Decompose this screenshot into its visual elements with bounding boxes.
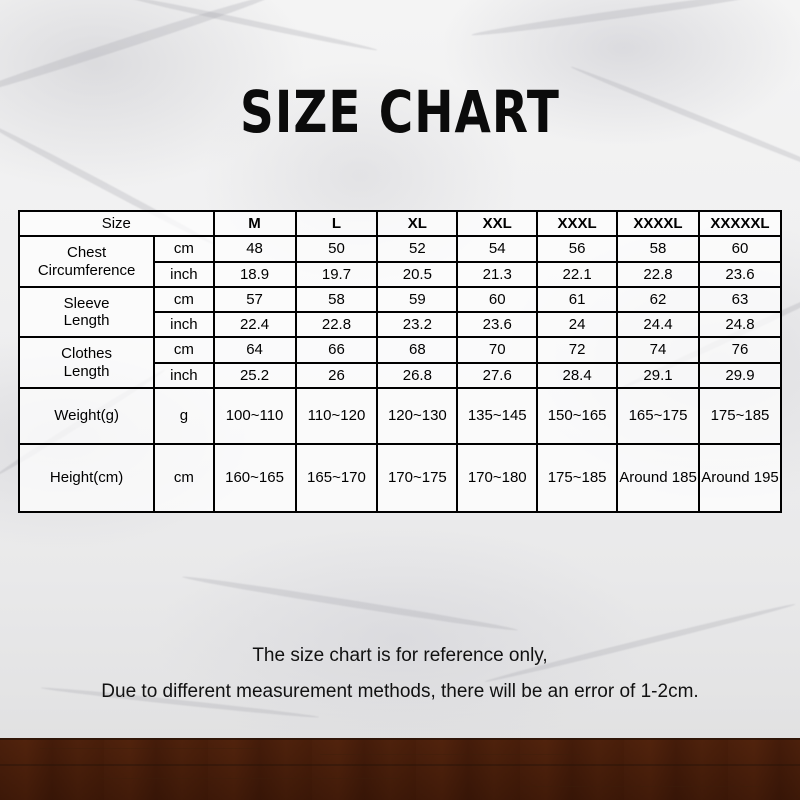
- cell-weight-xxl: 135~145: [457, 388, 537, 444]
- cell-height-xxxxl: Around 185: [617, 444, 699, 512]
- unit-cell: cm: [154, 287, 213, 312]
- unit-cell: g: [154, 388, 213, 444]
- plank-seam: [0, 738, 800, 740]
- unit-cell: cm: [154, 337, 213, 362]
- cell-clothes-cm-xxxxxl: 76: [699, 337, 781, 362]
- cell-chest-cm-xxl: 54: [457, 236, 537, 261]
- header-size-xxxxxl: XXXXXL: [699, 211, 781, 236]
- cell-clothes-cm-xxxl: 72: [537, 337, 617, 362]
- table-row: [19, 388, 781, 444]
- row-label-weight: Weight(g): [19, 388, 154, 444]
- marble-vein: [471, 0, 769, 39]
- cell-clothes-cm-l: 66: [296, 337, 378, 362]
- cell-sleeve-cm-xxxxl: 62: [617, 287, 699, 312]
- header-size-m: M: [214, 211, 296, 236]
- cell-chest-inch-l: 19.7: [296, 262, 378, 287]
- header-size-xxxl: XXXL: [537, 211, 617, 236]
- cell-clothes-cm-xxxxl: 74: [617, 337, 699, 362]
- table-row: [19, 236, 781, 261]
- cell-sleeve-inch-xl: 23.2: [377, 312, 457, 337]
- wood-grain: [320, 754, 580, 755]
- cell-chest-inch-m: 18.9: [214, 262, 296, 287]
- cell-clothes-inch-xxxxxl: 29.9: [699, 363, 781, 388]
- cell-chest-cm-xxxxl: 58: [617, 236, 699, 261]
- cell-height-xl: 170~175: [377, 444, 457, 512]
- row-label-line: Chest: [67, 244, 107, 262]
- marble-vein: [182, 573, 519, 633]
- unit-cell: inch: [154, 363, 213, 388]
- cell-weight-xxxxxl: 175~185: [699, 388, 781, 444]
- cell-height-xxxxxl: Around 195: [699, 444, 781, 512]
- cell-clothes-inch-m: 25.2: [214, 363, 296, 388]
- cell-sleeve-cm-l: 58: [296, 287, 378, 312]
- size-chart-table: [18, 210, 782, 513]
- cell-sleeve-inch-xxxxxl: 24.8: [699, 312, 781, 337]
- cell-clothes-cm-xxl: 70: [457, 337, 537, 362]
- cell-weight-m: 100~110: [214, 388, 296, 444]
- cell-height-m: 160~165: [214, 444, 296, 512]
- row-label-chest-circumference: [19, 236, 154, 287]
- cell-sleeve-cm-xxxxxl: 63: [699, 287, 781, 312]
- unit-cell: inch: [154, 312, 213, 337]
- cell-weight-xl: 120~130: [377, 388, 457, 444]
- wood-grain: [520, 786, 760, 787]
- cell-chest-inch-xxxxl: 22.8: [617, 262, 699, 287]
- cell-sleeve-inch-l: 22.8: [296, 312, 378, 337]
- cell-chest-inch-xxxxxl: 23.6: [699, 262, 781, 287]
- disclaimer-note: [0, 645, 800, 703]
- cell-clothes-inch-xxxl: 28.4: [537, 363, 617, 388]
- cell-height-xxxl: 175~185: [537, 444, 617, 512]
- size-chart-table-wrapper: [18, 210, 782, 513]
- cell-chest-cm-l: 50: [296, 236, 378, 261]
- cell-weight-xxxxl: 165~175: [617, 388, 699, 444]
- cell-chest-cm-xl: 52: [377, 236, 457, 261]
- cell-clothes-inch-xxl: 27.6: [457, 363, 537, 388]
- cell-chest-cm-m: 48: [214, 236, 296, 261]
- cell-clothes-inch-l: 26: [296, 363, 378, 388]
- disclaimer-line-2: Due to different measurement methods, there will be an error of 1-2cm.: [101, 681, 699, 702]
- cell-sleeve-inch-xxxxl: 24.4: [617, 312, 699, 337]
- header-size-l: L: [296, 211, 378, 236]
- cell-sleeve-inch-m: 22.4: [214, 312, 296, 337]
- wood-grain: [100, 778, 400, 779]
- cell-chest-cm-xxxxxl: 60: [699, 236, 781, 261]
- cell-chest-cm-xxxl: 56: [537, 236, 617, 261]
- header-size-xl: XL: [377, 211, 457, 236]
- row-label-line: Circumference: [37, 261, 136, 279]
- row-label-line: Sleeve: [63, 294, 110, 312]
- row-label-line: Clothes: [61, 345, 113, 363]
- header-size-label: Size: [19, 211, 214, 236]
- table-header-row: [19, 211, 781, 236]
- row-label-clothes-length: [19, 337, 154, 388]
- cell-height-l: 165~170: [296, 444, 378, 512]
- header-size-xxl: XXL: [457, 211, 537, 236]
- table-row: [19, 337, 781, 362]
- cell-sleeve-cm-xxxl: 61: [537, 287, 617, 312]
- disclaimer-line-1: The size chart is for reference only,: [252, 645, 548, 666]
- cell-sleeve-cm-m: 57: [214, 287, 296, 312]
- table-row: [19, 287, 781, 312]
- cell-weight-xxxl: 150~165: [537, 388, 617, 444]
- table-row: [19, 444, 781, 512]
- cell-chest-inch-xxl: 21.3: [457, 262, 537, 287]
- cell-chest-inch-xl: 20.5: [377, 262, 457, 287]
- cell-clothes-cm-xl: 68: [377, 337, 457, 362]
- row-label-height: Height(cm): [19, 444, 154, 512]
- cell-sleeve-inch-xxxl: 24: [537, 312, 617, 337]
- cell-sleeve-cm-xl: 59: [377, 287, 457, 312]
- row-label-sleeve-length: [19, 287, 154, 338]
- unit-cell: cm: [154, 236, 213, 261]
- cell-sleeve-cm-xxl: 60: [457, 287, 537, 312]
- cell-sleeve-inch-xxl: 23.6: [457, 312, 537, 337]
- unit-cell: inch: [154, 262, 213, 287]
- unit-cell: cm: [154, 444, 213, 512]
- cell-chest-inch-xxxl: 22.1: [537, 262, 617, 287]
- cell-weight-l: 110~120: [296, 388, 378, 444]
- row-label-line: Length: [63, 312, 110, 329]
- cell-clothes-inch-xl: 26.8: [377, 363, 457, 388]
- header-size-xxxxl: XXXXL: [617, 211, 699, 236]
- cell-clothes-cm-m: 64: [214, 337, 296, 362]
- wood-grain: [40, 748, 260, 749]
- cell-height-xxl: 170~180: [457, 444, 537, 512]
- page-title: SIZE CHART: [240, 78, 560, 146]
- row-label-line: Length: [63, 362, 110, 380]
- cell-clothes-inch-xxxxl: 29.1: [617, 363, 699, 388]
- wooden-surface: [0, 738, 800, 800]
- plank-seam: [0, 764, 800, 766]
